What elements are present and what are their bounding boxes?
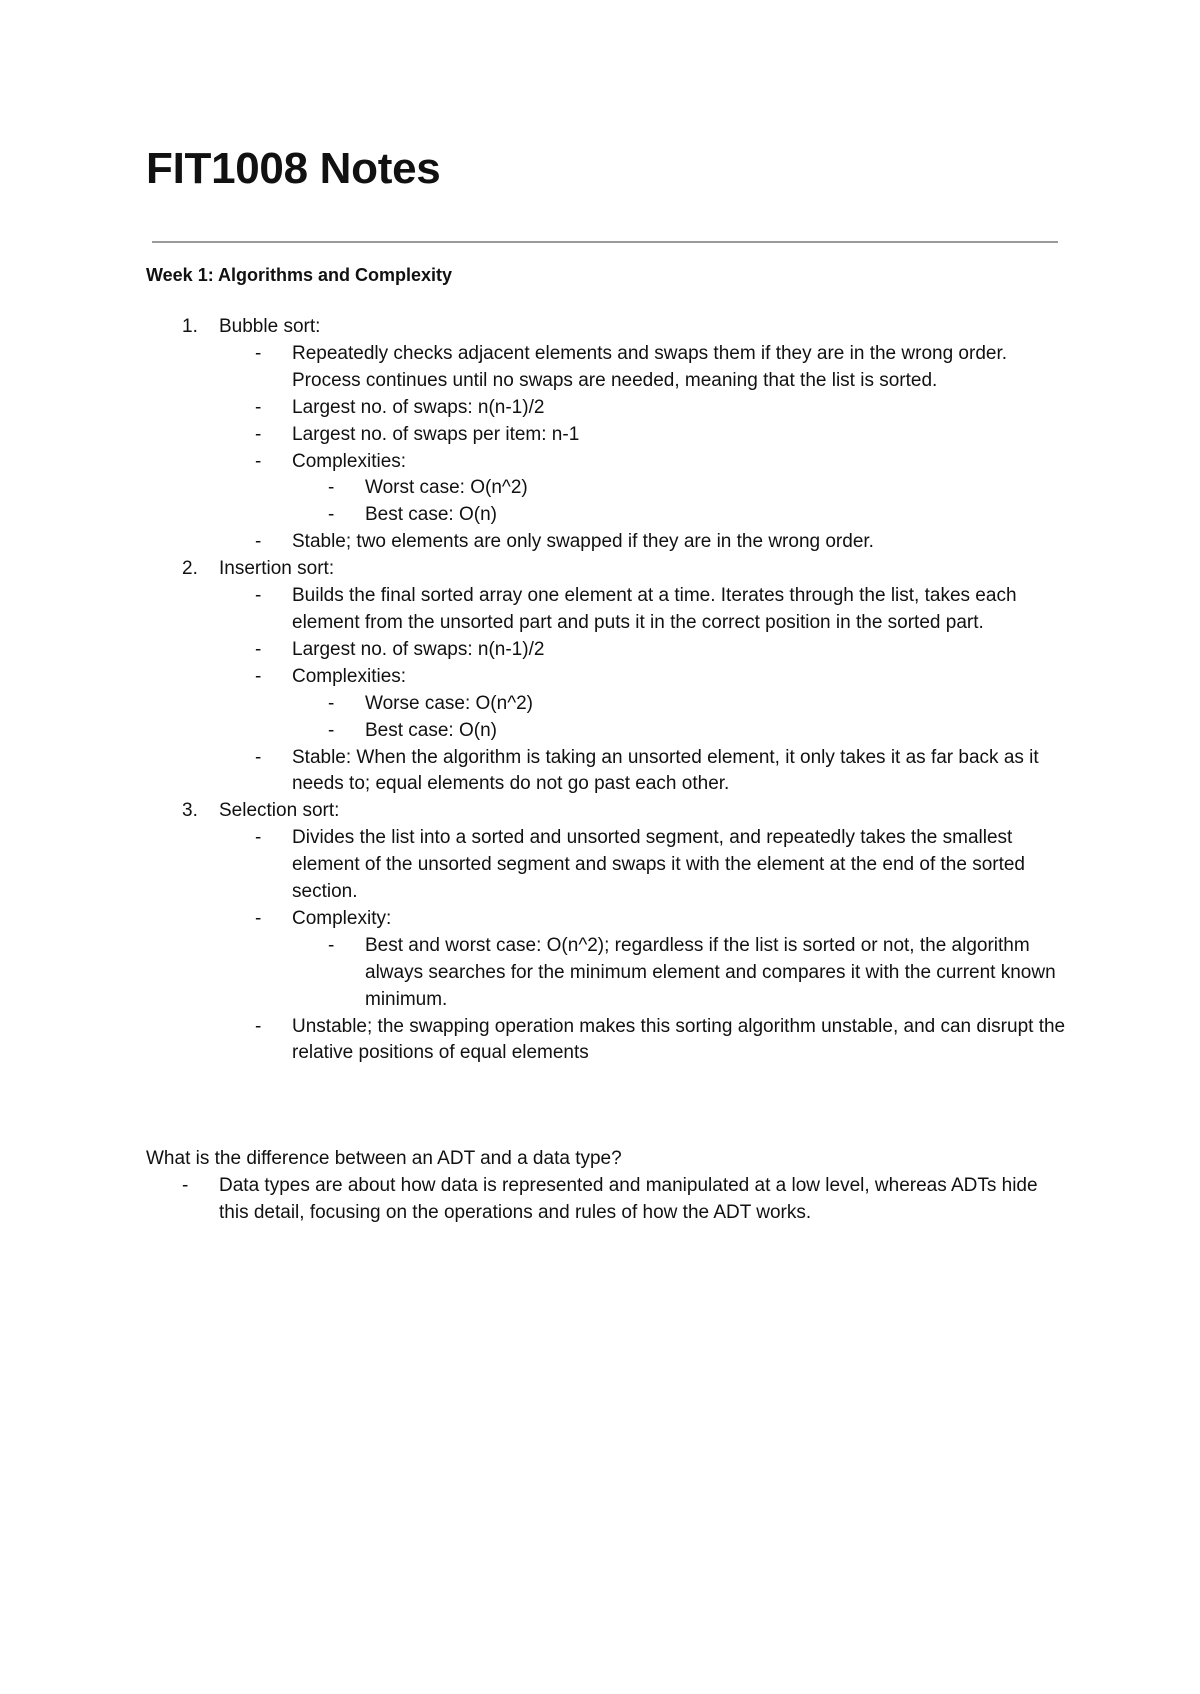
adt-answer-item <box>146 1173 1066 1227</box>
detail-text: Largest no. of swaps per item: n-1 <box>292 423 580 445</box>
detail-text: Stable; two elements are only swapped if they are in the wrong order. <box>292 531 874 553</box>
sub-detail-list <box>292 475 1066 529</box>
dash-marker: - <box>328 504 335 526</box>
sort-name: Bubble sort: <box>219 316 321 337</box>
sub-detail-item <box>292 933 1066 1014</box>
detail-item <box>219 1014 1066 1068</box>
sort-details-list <box>219 583 1066 798</box>
sort-details-list <box>219 825 1066 1067</box>
detail-text: Complexity: <box>292 907 392 929</box>
detail-item <box>219 529 1066 556</box>
detail-text: Largest no. of swaps: n(n-1)/2 <box>292 396 545 418</box>
detail-text: Complexities: <box>292 665 407 687</box>
document-title: FIT1008 Notes <box>146 144 441 193</box>
detail-text: Divides the list into a sorted and unsorted segment, and repeatedly takes the smallest element of the unsorted segment and swaps it with the element at the end of the sorted section. <box>292 827 1026 903</box>
detail-text: Unstable; the swapping operation makes this sorting algorithm unstable, and can disrupt the relative positions of equal elements <box>292 1015 1066 1064</box>
adt-answer-text: Data types are about how data is represented and manipulated at a low level, whereas ADTs hide this detail, focusing on the operations and rules of how the ADT works. <box>219 1174 1038 1223</box>
detail-item <box>219 637 1066 664</box>
sorting-algorithms-list <box>146 314 1066 1067</box>
dash-marker: - <box>328 477 335 499</box>
detail-item <box>219 664 1066 745</box>
adt-question: What is the difference between an ADT and a data type? <box>146 1148 622 1169</box>
dash-marker: - <box>328 719 335 741</box>
list-number: 1. <box>182 316 198 337</box>
detail-item <box>219 906 1066 1014</box>
sort-item <box>146 314 1066 556</box>
detail-item <box>219 583 1066 637</box>
detail-text: Builds the final sorted array one element at a time. Iterates through the list, takes each element from the unsorted part and puts it in the correct position in the sorted part. <box>292 585 1017 633</box>
sub-detail-item <box>292 502 1066 529</box>
sub-detail-text: Best case: O(n) <box>365 719 497 741</box>
dash-marker: - <box>255 396 262 418</box>
detail-text: Stable: When the algorithm is taking an unsorted element, it only takes it as far back as it needs to; equal elements do not go past each other. <box>292 746 1039 795</box>
list-number: 3. <box>182 800 198 822</box>
detail-item <box>219 395 1066 422</box>
detail-item <box>219 745 1066 799</box>
week-heading: Week 1: Algorithms and Complexity <box>146 265 453 285</box>
horizontal-rule <box>152 241 1058 243</box>
sort-name: Insertion sort: <box>219 558 335 580</box>
dash-marker: - <box>182 1174 189 1196</box>
dash-marker: - <box>255 746 262 768</box>
dash-marker: - <box>328 934 335 956</box>
dash-marker: - <box>255 638 262 660</box>
sub-detail-item <box>292 475 1066 502</box>
dash-marker: - <box>255 1015 262 1037</box>
detail-item <box>219 825 1066 906</box>
sub-detail-list <box>292 691 1066 745</box>
sub-detail-text: Best and worst case: O(n^2); regardless if the list is sorted or not, the algorithm always searches for the minimum element and compares it with the current known minimum. <box>365 934 1056 1010</box>
list-number: 2. <box>182 558 198 580</box>
sort-item <box>146 556 1066 798</box>
sub-detail-item <box>292 691 1066 718</box>
detail-text: Repeatedly checks adjacent elements and swaps them if they are in the wrong order. Process continues until no swaps are needed, meaning that the list is sorted. <box>292 342 1008 391</box>
dash-marker: - <box>255 907 262 929</box>
sub-detail-item <box>292 718 1066 745</box>
detail-text: Largest no. of swaps: n(n-1)/2 <box>292 638 545 660</box>
dash-marker: - <box>255 342 262 364</box>
dash-marker: - <box>255 423 262 445</box>
dash-marker: - <box>255 827 262 849</box>
sub-detail-text: Worse case: O(n^2) <box>365 692 534 714</box>
sort-item <box>146 798 1066 1067</box>
sub-detail-list <box>292 933 1066 1014</box>
sub-detail-text: Worst case: O(n^2) <box>365 477 528 499</box>
dash-marker: - <box>255 585 262 607</box>
dash-marker: - <box>255 450 262 472</box>
detail-item <box>219 422 1066 449</box>
sort-details-list <box>219 341 1066 556</box>
adt-section <box>146 1146 1066 1227</box>
detail-item <box>219 449 1066 530</box>
dash-marker: - <box>255 531 262 553</box>
detail-text: Complexities: <box>292 450 407 472</box>
sub-detail-text: Best case: O(n) <box>365 504 497 526</box>
sort-name: Selection sort: <box>219 800 340 822</box>
detail-item <box>219 341 1066 395</box>
dash-marker: - <box>328 692 335 714</box>
adt-answer-list <box>146 1173 1066 1227</box>
dash-marker: - <box>255 665 262 687</box>
